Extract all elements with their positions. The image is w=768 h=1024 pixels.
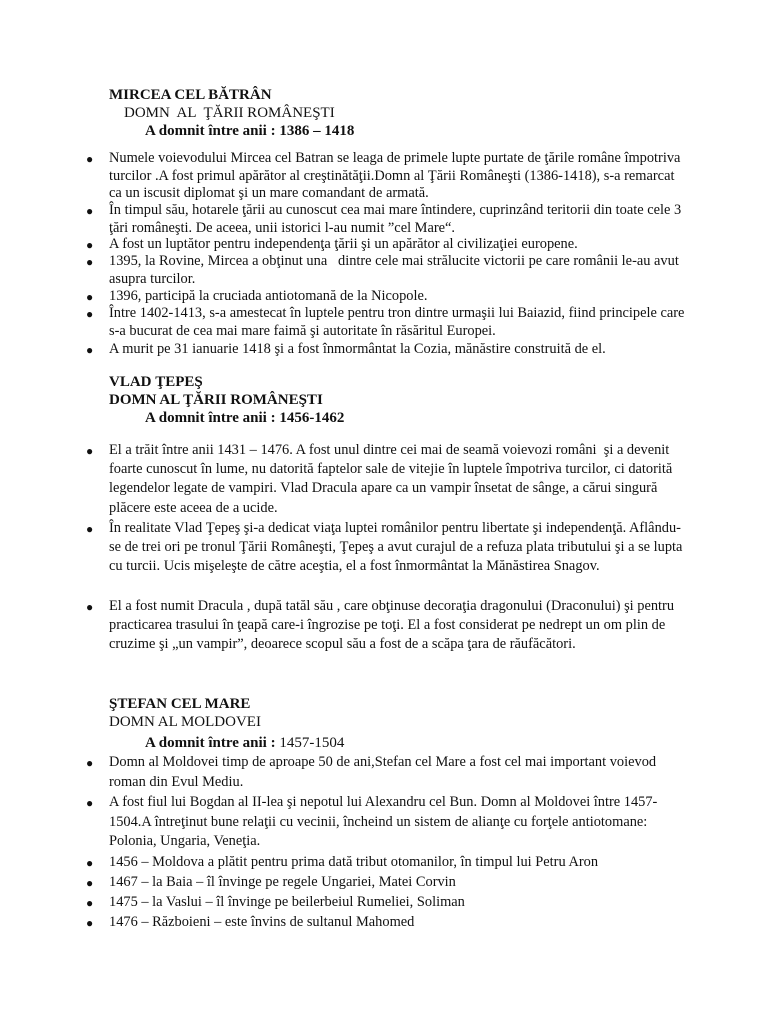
bullet-icon: ● <box>86 916 94 930</box>
bullet-icon: ● <box>86 796 94 810</box>
reign-label: A domnit între anii : <box>145 735 280 751</box>
reign-years: 1456-1462 <box>279 410 345 426</box>
reign-years: 1457-1504 <box>279 735 345 751</box>
reign-line <box>145 734 344 752</box>
list-item: ● Între 1402-1413, s-a amestecat în luptele pentru tron dintre urmaşii lui Baiazid, fiind principele care s-a bucurat de cea mai mare faimă şi autoritate în răsăritul Europei. <box>86 305 685 339</box>
reign-label: A domnit între anii : <box>145 123 280 139</box>
bullet-icon: ● <box>86 152 94 166</box>
list-item: ● A fost fiul lui Bogdan al II-lea şi nepotul lui Alexandru cel Bun. Domn al Moldovei între 1457-1504.A întreţinut bune relaţii cu vecinii, încheind un sistem de alianţe cu forţele antiotomane: Polonia, Ungaria, Veneţia. <box>86 794 658 849</box>
bullet-icon: ● <box>86 896 94 910</box>
reign-label: A domnit între anii : <box>145 410 280 426</box>
bullet-icon: ● <box>86 290 94 304</box>
bullet-icon: ● <box>86 600 94 614</box>
bullet-icon: ● <box>86 255 94 269</box>
bullet-icon: ● <box>86 444 94 458</box>
bullet-icon: ● <box>86 307 94 321</box>
bullet-icon: ● <box>86 756 94 770</box>
bullet-icon: ● <box>86 204 94 218</box>
list-item: ● Domn al Moldovei timp de aproape 50 de ani,Stefan cel Mare a fost cel mai important voievod roman din Evul Mediu. <box>86 754 657 790</box>
bullet-icon: ● <box>86 856 94 870</box>
section-title: ŞTEFAN CEL MARE <box>109 696 251 712</box>
reign-line <box>145 409 344 427</box>
list-item: ● 1396, participă la cruciada antiotomană de la Nicopole. <box>86 288 428 304</box>
bullet-icon: ● <box>86 522 94 536</box>
bullet-list <box>0 441 768 675</box>
list-item: ● El a fost numit Dracula , după tatăl său , care obţinuse decoraţia dragonului (Draconului) şi pentru practicarea trasului în ţeapă care-i îngrozise pe toţi. El a fost considerat pe nedrept un om plin de cruzime şi „un vampir”, deoarece scopul său a fost de a scăpa ţara de răufăcători. <box>86 598 675 653</box>
section-title: VLAD ŢEPEŞ <box>109 374 203 390</box>
section-subtitle: DOMN AL MOLDOVEI <box>109 714 261 730</box>
section-title: MIRCEA CEL BĂTRÂN <box>109 87 272 103</box>
reign-line <box>145 122 354 140</box>
list-item: ● Numele voievodului Mircea cel Batran se leaga de primele lupte purtate de ţările române împotriva turcilor .A fost primul apărător al creştinătăţii.Domn al Ţării Româneşti (1386-1418), s-a remarcat ca un iscusit diplomat şi un mare comandant de armată. <box>86 150 681 201</box>
list-item: ● El a trăit între anii 1431 – 1476. A fost unul dintre cei mai de seamă voievozi români şi a devenit foarte cunoscut în lume, nu datorită faptelor sale de vitejie în luptele împotriva turcilor, ci datorită legendelor legate de vampiri. Vlad Dracula apare ca un vampir însetat de sânge, a cărui singură plăcere este aceea de a ucide. <box>86 442 676 516</box>
list-item: ● 1395, la Rovine, Mircea a obţinut una dintre cele mai strălucite victorii pe care românii le-au avut asupra turcilor. <box>86 253 683 287</box>
bullet-icon: ● <box>86 876 94 890</box>
bullet-icon: ● <box>86 343 94 357</box>
list-item: ● În timpul său, hotarele ţării au cunoscut cea mai mare întindere, cuprinzând teritorii din toate cele 3 ţări româneşti. De aceea, unii istorici l-au numit ”cel Mare“. <box>86 202 682 236</box>
list-item: ● A murit pe 31 ianuarie 1418 şi a fost înmormântat la Cozia, mănăstire construită de el. <box>86 341 606 357</box>
list-item: ● A fost un luptător pentru independenţa ţării şi un apărător al civilizaţiei europene. <box>86 236 578 252</box>
bullet-list <box>0 753 768 933</box>
list-item: ● 1456 – Moldova a plătit pentru prima dată tribut otomanilor, în timpul lui Petru Aron <box>86 854 599 870</box>
list-item: ● 1476 – Războieni – este învins de sultanul Mahomed <box>86 914 415 930</box>
list-item: ● 1467 – la Baia – îl învinge pe regele Ungariei, Matei Corvin <box>86 874 456 890</box>
reign-years: 1386 – 1418 <box>279 123 355 139</box>
section-subtitle: DOMN AL ŢĂRII ROMÂNEŞTI <box>109 392 323 408</box>
list-item: ● În realitate Vlad Ţepeş şi-a dedicat viaţa luptei românilor pentru libertate şi independenţă. Aflându-se de trei ori pe tronul Ţării Româneşti, Ţepeş a avut curajul de a refuza plata tributului şi a se lupta cu turcii. Ucis mişeleşte de către aceştia, el a fost înmormântat la Mănăstirea Snagov. <box>86 520 683 575</box>
section-subtitle: DOMN AL ŢĂRII ROMÂNEŞTI <box>124 105 335 121</box>
list-item: ● 1475 – la Vaslui – îl învinge pe beilerbeiul Rumeliei, Soliman <box>86 894 465 910</box>
bullet-list <box>0 150 768 358</box>
bullet-icon: ● <box>86 238 94 252</box>
